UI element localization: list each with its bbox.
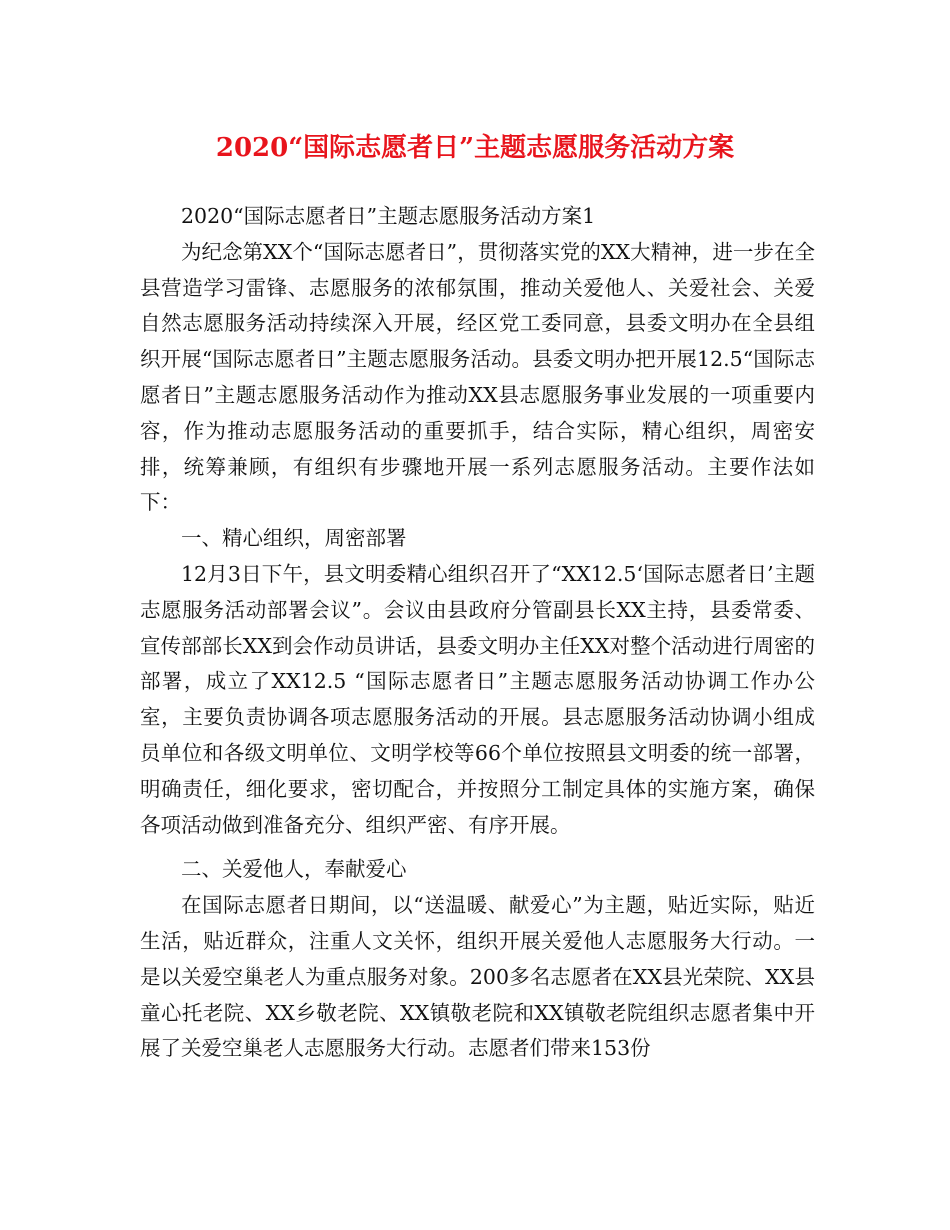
intro-paragraph: 为纪念第XX个“国际志愿者日”，贯彻落实党的XX大精神，进一步在全县营造学习雷锋、志愿服务的浓郁氛围，推动关爱他人、关爱社会、关爱自然志愿服务活动持续深入开展，经区党工委同意，县委文明办在全县组织开展“国际志愿者日”主题志愿服务活动。县委文明办把开展12.5“国际志愿者日”主题志愿服务活动作为推动XX县志愿服务事业发展的一项重要内容，作为推动志愿服务活动的重要抓手，结合实际，精心组织，周密安排，统筹兼顾，有组织有步骤地开展一系列志愿服务活动。主要作法如下： bbox=[140, 239, 815, 515]
section-1-paragraph: 12月3日下午，县文明委精心组织召开了“XX12.5‘国际志愿者日’主题志愿服务活动部署会议”。会议由县政府分管副县长XX主持，县委常委、宣传部部长XX到会作动员讲话，县委文明办主任XX对整个活动进行周密的部署，成立了XX12.5 “国际志愿者日”主题志愿服务活动协调工作办公室，主要负责协调各项志愿服务活动的开展。县志愿服务活动协调小组成员单位和各级文明单位、文明学校等66个单位按照县文明委的统一部署，明确责任，细化要求，密切配合，并按照分工制定具体的实施方案，确保各项活动做到准备充分、组织严密、有序开展。 bbox=[140, 561, 815, 837]
document-body bbox=[140, 199, 815, 1067]
document-title: 2020“国际志愿者日”主题志愿服务活动方案 bbox=[215, 133, 735, 163]
section-2-paragraph: 在国际志愿者日期间，以“送温暖、献爱心”为主题，贴近实际，贴近生活，贴近群众，注重人文关怀，组织开展关爱他人志愿服务大行动。一是以关爱空巢老人为重点服务对象。200多名志愿者在XX县光荣院、XX县童心托老院、XX乡敬老院、XX镇敬老院和XX镇敬老院组织志愿者集中开展了关爱空巢老人志愿服务大行动。志愿者们带来153份 bbox=[140, 893, 815, 1061]
section-heading-1: 一、精心组织，周密部署 bbox=[181, 526, 407, 551]
section-heading-2: 二、关爱他人，奉献爱心 bbox=[181, 857, 407, 882]
subtitle-paragraph: 2020“国际志愿者日”主题志愿服务活动方案1 bbox=[181, 204, 596, 228]
